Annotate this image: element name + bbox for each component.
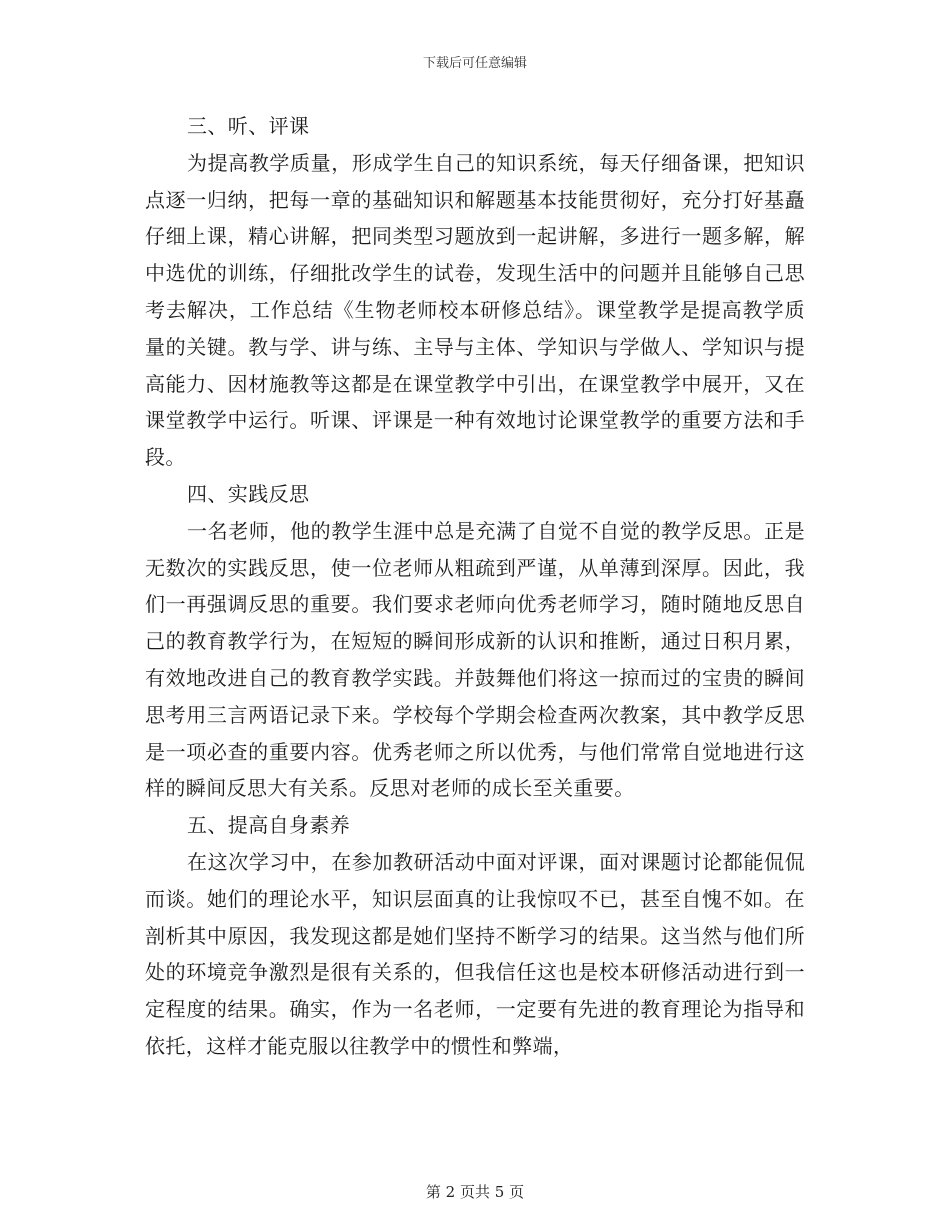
section-heading-listen-evaluate: 三、听、评课: [187, 114, 310, 138]
paragraph-practice-reflection: 一名老师，他的教学生涯中总是充满了自觉不自觉的教学反思。正是无数次的实践反思，使一位老师从粗疏到严谨，从单薄到深厚。因此，我们一再强调反思的重要。我们要求老师向优秀老师学习，随时随地反思自己的教育教学行为，在短短的瞬间形成新的认识和推断，通过日积月累，有效地改进自己的教育教学实践。并鼓舞他们将这一掠而过的宝贵的瞬间思考用三言两语记录下来。学校每个学期会检查两次教案，其中教学反思是一项必查的重要内容。优秀老师之所以优秀，与他们常常自觉地进行这样的瞬间反思大有关系。反思对老师的成长至关重要。: [145, 518, 805, 801]
document-body: [145, 108, 805, 1065]
page-header: 下载后可任意编辑: [422, 56, 527, 71]
paragraph-self-improvement: 在这次学习中，在参加教研活动中面对评课，面对课题讨论都能侃侃而谈。她们的理论水平，知识层面真的让我惊叹不已，甚至自愧不如。在剖析其中原因，我发现这都是她们坚持不断学习的结果。这当然与他们所处的环境竞争激烈是很有关系的，但我信任这也是校本研修活动进行到一定程度的结果。确实，作为一名老师，一定要有先进的教育理论为指导和依托，这样才能克服以往教学中的惯性和弊端，: [145, 849, 805, 1058]
page-number-footer: 第 2 页共 5 页: [425, 1183, 525, 1201]
section-heading-practice-reflection: 四、实践反思: [187, 481, 310, 506]
section-heading-self-improvement: 五、提高自身素养: [187, 813, 351, 838]
paragraph-listen-evaluate: 为提高教学质量，形成学生自己的知识系统，每天仔细备课，把知识点逐一归纳，把每一章的基础知识和解题基本技能贯彻好，充分打好基矗仔细上课，精心讲解，把同类型习题放到一起讲解，多进行一题多解，解中选优的训练，仔细批改学生的试卷，发现生活中的问题并且能够自己思考去解决，工作总结《生物老师校本研修总结》。课堂教学是提高教学质量的关键。教与学、讲与练、主导与主体、学知识与学做人、学知识与提高能力、因材施教等这都是在课堂教学中引出，在课堂教学中展开，又在课堂教学中运行。听课、评课是一种有效地讨论课堂教学的重要方法和手段。: [145, 150, 805, 470]
